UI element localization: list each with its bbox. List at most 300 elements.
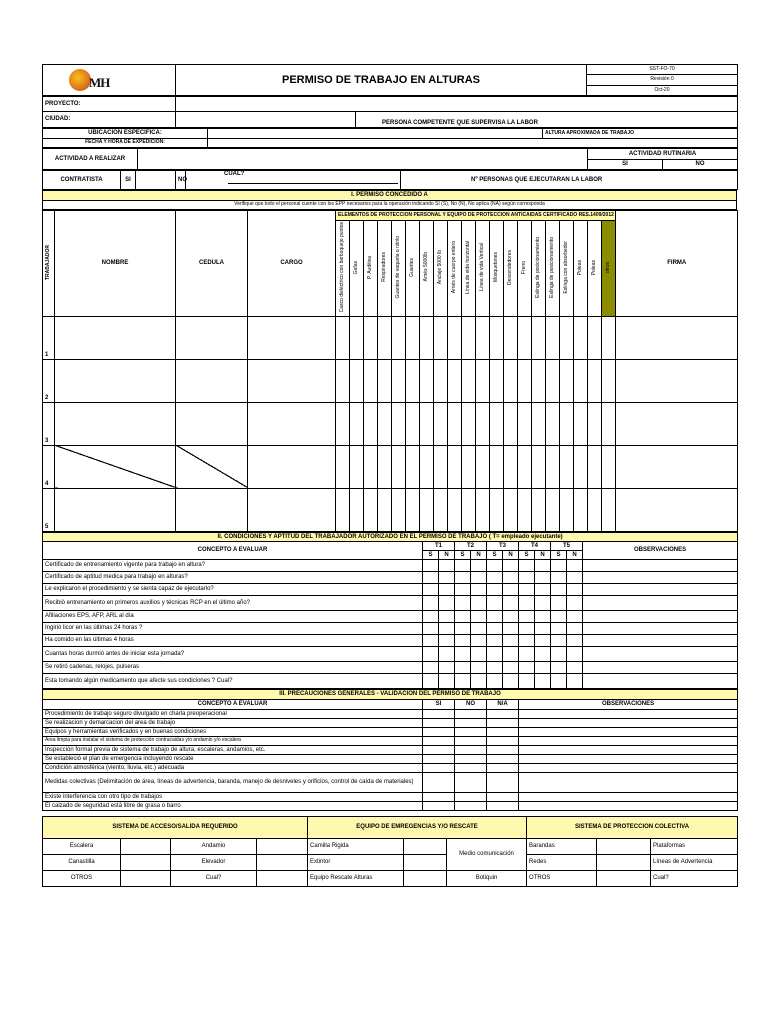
ciudad-field[interactable] xyxy=(176,112,356,128)
epp-check-cell[interactable] xyxy=(448,488,462,531)
section2-check-cell[interactable] xyxy=(439,646,455,661)
section2-check-cell[interactable] xyxy=(519,559,535,571)
worker-firma-field[interactable] xyxy=(616,445,738,488)
worker-number: 5 xyxy=(43,488,55,531)
section2-check-cell[interactable] xyxy=(519,610,535,622)
redes-label: Redes xyxy=(527,854,597,870)
section2-check-cell[interactable] xyxy=(487,559,503,571)
section2-check-cell[interactable] xyxy=(487,622,503,634)
section2-check-cell[interactable] xyxy=(535,634,551,646)
section2-check-cell[interactable] xyxy=(471,634,487,646)
section2-check-cell[interactable] xyxy=(567,583,583,595)
canastilla-box[interactable] xyxy=(121,854,171,870)
section2-check-cell[interactable] xyxy=(455,634,471,646)
section2-check-cell[interactable] xyxy=(535,595,551,610)
epp-check-cell[interactable] xyxy=(504,445,518,488)
epp-check-cell[interactable] xyxy=(588,359,602,402)
section2-observacion-field[interactable] xyxy=(583,559,738,571)
epp-check-cell[interactable] xyxy=(518,402,532,445)
epp-check-cell[interactable] xyxy=(392,445,406,488)
worker-firma-field[interactable] xyxy=(616,402,738,445)
section2-check-cell[interactable] xyxy=(519,571,535,583)
section2-check-cell[interactable] xyxy=(567,559,583,571)
epp-check-cell[interactable] xyxy=(350,359,364,402)
section2-check-cell[interactable] xyxy=(455,661,471,673)
worker-cargo-field[interactable] xyxy=(248,445,336,488)
section2-check-cell[interactable] xyxy=(423,583,439,595)
epp-check-cell[interactable] xyxy=(476,402,490,445)
section2-check-cell[interactable] xyxy=(535,646,551,661)
epp-check-cell[interactable] xyxy=(336,488,350,531)
section3-si-cell[interactable] xyxy=(423,772,455,792)
cual-acceso-box[interactable] xyxy=(257,870,308,886)
epp-check-cell[interactable] xyxy=(364,316,378,359)
epp-check-cell[interactable] xyxy=(588,445,602,488)
section2-check-cell[interactable] xyxy=(503,661,519,673)
worker-cedula-field[interactable] xyxy=(176,488,248,531)
section2-check-cell[interactable] xyxy=(455,610,471,622)
section2-check-cell[interactable] xyxy=(551,610,567,622)
section2-check-cell[interactable] xyxy=(567,673,583,688)
epp-check-cell[interactable] xyxy=(462,316,476,359)
section3-si-cell[interactable] xyxy=(423,736,455,745)
section3-observacion-field[interactable] xyxy=(519,727,738,736)
epp-check-cell[interactable] xyxy=(420,402,434,445)
worker-nombre-field[interactable] xyxy=(55,316,176,359)
epp-check-cell[interactable] xyxy=(378,445,392,488)
rutinaria-no[interactable]: NO xyxy=(663,160,738,170)
section2-check-cell[interactable] xyxy=(535,673,551,688)
epp-check-cell[interactable] xyxy=(588,316,602,359)
epp-check-cell[interactable] xyxy=(574,359,588,402)
epp-check-cell[interactable] xyxy=(560,445,574,488)
section2-check-cell[interactable] xyxy=(487,610,503,622)
epp-check-cell[interactable] xyxy=(406,445,420,488)
section3-no-cell[interactable] xyxy=(455,727,487,736)
worker-nombre-field[interactable] xyxy=(55,359,176,402)
section2-check-cell[interactable] xyxy=(423,622,439,634)
section2-check-cell[interactable] xyxy=(535,559,551,571)
section2-check-cell[interactable] xyxy=(503,622,519,634)
epp-check-cell[interactable] xyxy=(350,445,364,488)
epp-check-cell[interactable] xyxy=(434,359,448,402)
section2-check-cell[interactable] xyxy=(439,661,455,673)
section3-no-cell[interactable] xyxy=(455,792,487,801)
section2-check-cell[interactable] xyxy=(471,646,487,661)
epp-check-cell[interactable] xyxy=(490,316,504,359)
section3-no-cell[interactable] xyxy=(455,736,487,745)
section3-no-cell[interactable] xyxy=(455,801,487,810)
section3-observacion-field[interactable] xyxy=(519,709,738,718)
equipo-rescate-box[interactable] xyxy=(404,870,447,886)
section2-check-cell[interactable] xyxy=(567,595,583,610)
otros-colectiva-box[interactable] xyxy=(597,870,651,886)
section3-no-cell[interactable] xyxy=(455,745,487,754)
section2-check-cell[interactable] xyxy=(455,595,471,610)
section2-check-cell[interactable] xyxy=(503,610,519,622)
section2-check-cell[interactable] xyxy=(551,559,567,571)
section2-check-cell[interactable] xyxy=(487,634,503,646)
section3-observacion-field[interactable] xyxy=(519,745,738,754)
epp-check-cell[interactable] xyxy=(448,445,462,488)
epp-check-cell[interactable] xyxy=(392,316,406,359)
worker-row xyxy=(43,402,738,445)
section2-check-cell[interactable] xyxy=(471,622,487,634)
section2-check-cell[interactable] xyxy=(471,595,487,610)
epp-check-cell[interactable] xyxy=(392,402,406,445)
epp-check-cell[interactable] xyxy=(504,402,518,445)
section2-observacion-field[interactable] xyxy=(583,646,738,661)
epp-check-cell[interactable] xyxy=(350,488,364,531)
section2-check-cell[interactable] xyxy=(551,634,567,646)
section2-check-cell[interactable] xyxy=(535,610,551,622)
section2-check-cell[interactable] xyxy=(519,583,535,595)
section2-check-cell[interactable] xyxy=(487,595,503,610)
epp-check-cell[interactable] xyxy=(560,488,574,531)
epp-check-cell[interactable] xyxy=(602,359,616,402)
section2-check-cell[interactable] xyxy=(439,559,455,571)
worker-cedula-field[interactable] xyxy=(176,402,248,445)
section2-check-cell[interactable] xyxy=(471,571,487,583)
epp-check-cell[interactable] xyxy=(462,402,476,445)
epp-check-cell[interactable] xyxy=(490,402,504,445)
extintor-box[interactable] xyxy=(404,854,447,870)
epp-check-cell[interactable] xyxy=(532,402,546,445)
section2-check-cell[interactable] xyxy=(487,661,503,673)
worker-firma-field[interactable] xyxy=(616,359,738,402)
section2-check-cell[interactable] xyxy=(551,661,567,673)
section2-check-cell[interactable] xyxy=(535,661,551,673)
epp-check-cell[interactable] xyxy=(518,445,532,488)
epp-check-cell[interactable] xyxy=(504,359,518,402)
section2-check-cell[interactable] xyxy=(439,610,455,622)
section2-check-cell[interactable] xyxy=(567,661,583,673)
section2-check-cell[interactable] xyxy=(551,595,567,610)
section2-check-cell[interactable] xyxy=(535,571,551,583)
epp-check-cell[interactable] xyxy=(560,316,574,359)
section3-no-cell[interactable] xyxy=(455,709,487,718)
worker-cedula-field[interactable] xyxy=(176,445,248,488)
section2-check-cell[interactable] xyxy=(439,673,455,688)
epp-check-cell[interactable] xyxy=(420,488,434,531)
section3-observacion-field[interactable] xyxy=(519,763,738,772)
epp-check-cell[interactable] xyxy=(336,316,350,359)
section3-observacion-field[interactable] xyxy=(519,792,738,801)
section3-si-cell[interactable] xyxy=(423,727,455,736)
section2-check-cell[interactable] xyxy=(519,661,535,673)
section2-check-cell[interactable] xyxy=(503,634,519,646)
worker-nombre-field[interactable] xyxy=(55,445,176,488)
epp-check-cell[interactable] xyxy=(546,359,560,402)
section3-si-cell[interactable] xyxy=(423,801,455,810)
epp-check-cell[interactable] xyxy=(490,445,504,488)
epp-item-label: Descendedores xyxy=(507,249,513,285)
section3-no-cell[interactable] xyxy=(455,772,487,792)
section2-check-cell[interactable] xyxy=(439,595,455,610)
epp-check-cell[interactable] xyxy=(574,402,588,445)
epp-check-cell[interactable] xyxy=(462,359,476,402)
section2-check-cell[interactable] xyxy=(439,634,455,646)
section3-observacion-field[interactable] xyxy=(519,754,738,763)
barandas-box[interactable] xyxy=(597,838,651,854)
worker-cedula-field[interactable] xyxy=(176,359,248,402)
section2-check-cell[interactable] xyxy=(487,673,503,688)
epp-check-cell[interactable] xyxy=(518,488,532,531)
section2-check-cell[interactable] xyxy=(567,610,583,622)
epp-check-cell[interactable] xyxy=(350,402,364,445)
worker-firma-field[interactable] xyxy=(616,488,738,531)
section3-si-cell[interactable] xyxy=(423,792,455,801)
proyecto-field[interactable] xyxy=(176,97,738,112)
worker-cargo-field[interactable] xyxy=(248,402,336,445)
section2-check-cell[interactable] xyxy=(551,571,567,583)
section2-observacion-field[interactable] xyxy=(583,661,738,673)
contratista-si-box[interactable] xyxy=(136,171,176,190)
worker-cargo-field[interactable] xyxy=(248,488,336,531)
section2-check-cell[interactable] xyxy=(423,610,439,622)
ubicacion-field[interactable] xyxy=(208,129,543,139)
section3-na-cell[interactable] xyxy=(487,763,519,772)
epp-check-cell[interactable] xyxy=(560,402,574,445)
epp-check-cell[interactable] xyxy=(392,359,406,402)
epp-check-cell[interactable] xyxy=(476,316,490,359)
section2-check-cell[interactable] xyxy=(503,583,519,595)
epp-check-cell[interactable] xyxy=(406,316,420,359)
epp-check-cell[interactable] xyxy=(532,316,546,359)
section3-na-cell[interactable] xyxy=(487,801,519,810)
section3-si-cell[interactable] xyxy=(423,745,455,754)
epp-check-cell[interactable] xyxy=(350,316,364,359)
section3-na-cell[interactable] xyxy=(487,754,519,763)
section2-check-cell[interactable] xyxy=(503,571,519,583)
section2-observacion-field[interactable] xyxy=(583,610,738,622)
section3-si-cell[interactable] xyxy=(423,763,455,772)
section3-na-header: N/A xyxy=(487,699,519,709)
epp-check-cell[interactable] xyxy=(364,359,378,402)
epp-check-cell[interactable] xyxy=(476,488,490,531)
section2-check-cell[interactable] xyxy=(471,559,487,571)
section2-check-cell[interactable] xyxy=(471,610,487,622)
worker-cedula-field[interactable] xyxy=(176,316,248,359)
section2-observacion-field[interactable] xyxy=(583,622,738,634)
section2-check-cell[interactable] xyxy=(567,646,583,661)
epp-check-cell[interactable] xyxy=(434,488,448,531)
section2-check-cell[interactable] xyxy=(439,571,455,583)
section3-si-cell[interactable] xyxy=(423,754,455,763)
section3-observacion-field[interactable] xyxy=(519,772,738,792)
section2-check-cell[interactable] xyxy=(487,583,503,595)
epp-check-cell[interactable] xyxy=(602,445,616,488)
worker-cargo-field[interactable] xyxy=(248,316,336,359)
epp-check-cell[interactable] xyxy=(602,316,616,359)
section2-check-cell[interactable] xyxy=(503,595,519,610)
camilla-box[interactable] xyxy=(404,838,447,854)
section2-check-cell[interactable] xyxy=(471,583,487,595)
epp-check-cell[interactable] xyxy=(364,445,378,488)
section2-check-cell[interactable] xyxy=(471,673,487,688)
section2-check-cell[interactable] xyxy=(535,583,551,595)
epp-check-cell[interactable] xyxy=(448,316,462,359)
section2-check-cell[interactable] xyxy=(551,583,567,595)
section3-observacion-field[interactable] xyxy=(519,801,738,810)
section2-check-cell[interactable] xyxy=(519,622,535,634)
section2-check-cell[interactable] xyxy=(535,622,551,634)
contratista-no[interactable]: NO xyxy=(176,171,186,190)
epp-check-cell[interactable] xyxy=(546,445,560,488)
epp-check-cell[interactable] xyxy=(434,445,448,488)
epp-check-cell[interactable] xyxy=(560,359,574,402)
section2-check-cell[interactable] xyxy=(503,646,519,661)
section2-observacion-field[interactable] xyxy=(583,583,738,595)
section3-na-cell[interactable] xyxy=(487,718,519,727)
epp-check-cell[interactable] xyxy=(434,316,448,359)
epp-check-cell[interactable] xyxy=(434,402,448,445)
section2-check-cell[interactable] xyxy=(423,595,439,610)
section2-check-cell[interactable] xyxy=(455,571,471,583)
epp-check-cell[interactable] xyxy=(336,445,350,488)
epp-check-cell[interactable] xyxy=(518,316,532,359)
epp-check-cell[interactable] xyxy=(504,316,518,359)
section3-observacion-field[interactable] xyxy=(519,718,738,727)
otros-acceso-box[interactable] xyxy=(121,870,171,886)
section2-check-cell[interactable] xyxy=(423,559,439,571)
escalera-box[interactable] xyxy=(121,838,171,854)
section3-na-cell[interactable] xyxy=(487,736,519,745)
worker-nombre-field[interactable] xyxy=(55,402,176,445)
section2-check-cell[interactable] xyxy=(487,646,503,661)
section2-check-cell[interactable] xyxy=(567,622,583,634)
section2-check-cell[interactable] xyxy=(423,571,439,583)
section2-observacion-field[interactable] xyxy=(583,571,738,583)
rutinaria-si[interactable]: SI xyxy=(588,160,663,170)
section2-table xyxy=(42,532,738,689)
section2-observacion-field[interactable] xyxy=(583,595,738,610)
epp-check-cell[interactable] xyxy=(448,359,462,402)
epp-check-cell[interactable] xyxy=(378,316,392,359)
epp-check-cell[interactable] xyxy=(378,359,392,402)
epp-check-cell[interactable] xyxy=(574,445,588,488)
epp-check-cell[interactable] xyxy=(588,402,602,445)
section3-si-cell[interactable] xyxy=(423,709,455,718)
section3-no-cell[interactable] xyxy=(455,763,487,772)
epp-check-cell[interactable] xyxy=(504,488,518,531)
section2-check-cell[interactable] xyxy=(503,559,519,571)
epp-check-cell[interactable] xyxy=(574,488,588,531)
epp-check-cell[interactable] xyxy=(518,359,532,402)
section2-check-cell[interactable] xyxy=(423,646,439,661)
section2-check-cell[interactable] xyxy=(439,583,455,595)
epp-check-cell[interactable] xyxy=(364,402,378,445)
fecha-field[interactable] xyxy=(208,139,738,148)
epp-check-cell[interactable] xyxy=(336,402,350,445)
epp-check-cell[interactable] xyxy=(546,316,560,359)
epp-check-cell[interactable] xyxy=(532,359,546,402)
epp-check-cell[interactable] xyxy=(420,316,434,359)
epp-check-cell[interactable] xyxy=(448,402,462,445)
epp-check-cell[interactable] xyxy=(546,488,560,531)
epp-check-cell[interactable] xyxy=(602,402,616,445)
epp-check-cell[interactable] xyxy=(602,488,616,531)
section2-check-cell[interactable] xyxy=(455,646,471,661)
section3-na-cell[interactable] xyxy=(487,772,519,792)
epp-check-cell[interactable] xyxy=(406,488,420,531)
section3-si-cell[interactable] xyxy=(423,718,455,727)
epp-check-cell[interactable] xyxy=(490,488,504,531)
section2-check-cell[interactable] xyxy=(503,673,519,688)
epp-check-cell[interactable] xyxy=(406,359,420,402)
section3-no-cell[interactable] xyxy=(455,718,487,727)
section2-check-cell[interactable] xyxy=(567,571,583,583)
epp-check-cell[interactable] xyxy=(364,488,378,531)
section3-no-cell[interactable] xyxy=(455,754,487,763)
section3-observacion-field[interactable] xyxy=(519,736,738,745)
section2-check-cell[interactable] xyxy=(423,661,439,673)
epp-check-cell[interactable] xyxy=(392,488,406,531)
section2-check-cell[interactable] xyxy=(471,661,487,673)
section2-check-cell[interactable] xyxy=(519,595,535,610)
section2-check-cell[interactable] xyxy=(439,622,455,634)
section3-na-cell[interactable] xyxy=(487,745,519,754)
section2-check-cell[interactable] xyxy=(567,634,583,646)
epp-check-cell[interactable] xyxy=(420,359,434,402)
epp-check-cell[interactable] xyxy=(490,359,504,402)
worker-firma-field[interactable] xyxy=(616,316,738,359)
section2-check-cell[interactable] xyxy=(551,646,567,661)
section2-check-cell[interactable] xyxy=(423,673,439,688)
section2-check-cell[interactable] xyxy=(551,673,567,688)
epp-check-cell[interactable] xyxy=(378,402,392,445)
andamio-box[interactable] xyxy=(257,838,308,854)
section2-check-cell[interactable] xyxy=(519,634,535,646)
epp-check-cell[interactable] xyxy=(546,402,560,445)
redes-box[interactable] xyxy=(597,854,651,870)
worker-nombre-field[interactable] xyxy=(55,488,176,531)
cual-field[interactable] xyxy=(186,171,401,190)
epp-check-cell[interactable] xyxy=(476,359,490,402)
epp-check-cell[interactable] xyxy=(420,445,434,488)
epp-check-cell[interactable] xyxy=(476,445,490,488)
ubicacion-label: UBICACIÓN ESPECIFICA: xyxy=(43,129,208,139)
contratista-si[interactable]: SI xyxy=(121,171,136,190)
worker-cargo-field[interactable] xyxy=(248,359,336,402)
section2-check-cell[interactable] xyxy=(455,673,471,688)
epp-check-cell[interactable] xyxy=(462,488,476,531)
epp-check-cell[interactable] xyxy=(336,359,350,402)
epp-check-cell[interactable] xyxy=(462,445,476,488)
actividad-realizar-field[interactable] xyxy=(138,149,588,170)
section3-na-cell[interactable] xyxy=(487,709,519,718)
epp-check-cell[interactable] xyxy=(574,316,588,359)
section2-check-cell[interactable] xyxy=(519,646,535,661)
section2-check-cell[interactable] xyxy=(423,634,439,646)
section2-observacion-field[interactable] xyxy=(583,634,738,646)
epp-check-cell[interactable] xyxy=(532,488,546,531)
section3-na-cell[interactable] xyxy=(487,727,519,736)
epp-check-cell[interactable] xyxy=(588,488,602,531)
section3-na-cell[interactable] xyxy=(487,792,519,801)
section2-check-cell[interactable] xyxy=(455,559,471,571)
section2-observacion-field[interactable] xyxy=(583,673,738,688)
section2-check-cell[interactable] xyxy=(455,622,471,634)
section2-check-cell[interactable] xyxy=(487,571,503,583)
epp-check-cell[interactable] xyxy=(532,445,546,488)
epp-check-cell[interactable] xyxy=(378,488,392,531)
epp-check-cell[interactable] xyxy=(406,402,420,445)
elevador-box[interactable] xyxy=(257,854,308,870)
section2-check-cell[interactable] xyxy=(519,673,535,688)
section2-check-cell[interactable] xyxy=(455,583,471,595)
section2-check-cell[interactable] xyxy=(551,622,567,634)
